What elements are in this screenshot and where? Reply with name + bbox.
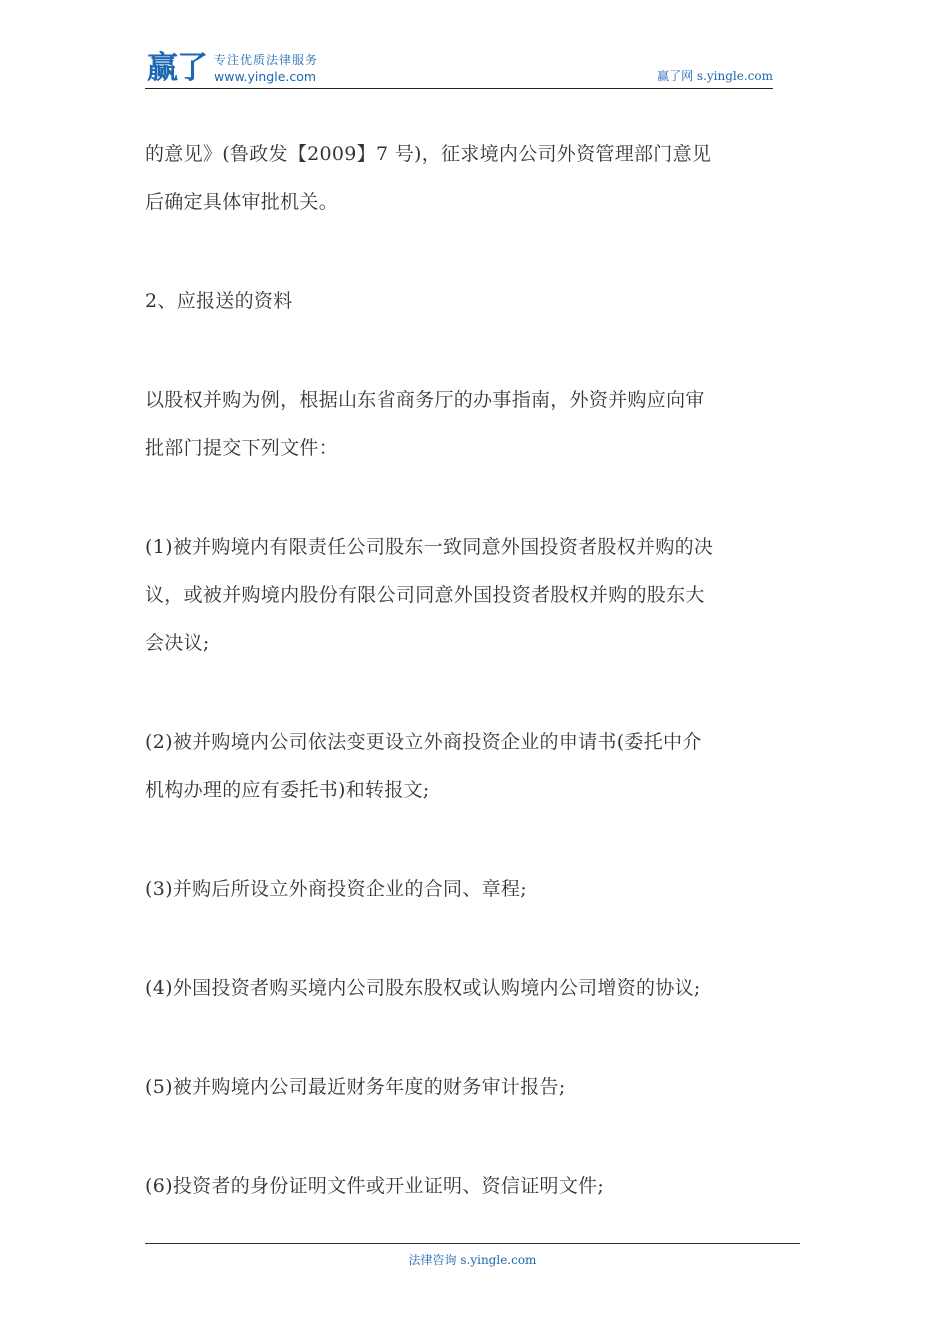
page-footer (145, 1243, 800, 1268)
footer-link[interactable]: 法律咨询 s.yingle.com (408, 1253, 537, 1267)
text-line: 议，或被并购境内股份有限公司同意外国投资者股权并购的股东大 (145, 584, 705, 606)
text-line: 以股权并购为例，根据山东省商务厅的办事指南，外资并购应向审 (145, 389, 705, 411)
list-item-6 (145, 1162, 810, 1210)
yingle-logo[interactable]: 赢了 (147, 50, 207, 86)
text-line: (6)投资者的身份证明文件或开业证明、资信证明文件; (145, 1175, 605, 1197)
list-item-3 (145, 865, 810, 913)
text-line: (4)外国投资者购买境内公司股东股权或认购境内公司增资的协议; (145, 977, 701, 999)
page-header (145, 50, 773, 89)
text-line: 的意见》(鲁政发【2009】7 号)，征求境内公司外资管理部门意见 (145, 143, 712, 165)
document-body (145, 130, 810, 1210)
text-line: (1)被并购境内有限责任公司股东一致同意外国投资者股权并购的决 (145, 536, 714, 558)
section-heading (145, 277, 810, 325)
paragraph-2 (145, 376, 810, 472)
text-line: (2)被并购境内公司依法变更设立外商投资企业的申请书(委托中介 (145, 731, 702, 753)
logo-slogan: 专注优质法律服务 (214, 53, 319, 67)
text-line: 会决议; (145, 632, 210, 654)
list-item-5 (145, 1063, 810, 1111)
list-item-1 (145, 523, 810, 667)
text-line: 2、应报送的资料 (145, 290, 293, 312)
list-item-2 (145, 718, 810, 814)
list-item-4 (145, 964, 810, 1012)
text-line: 机构办理的应有委托书)和转报文; (145, 779, 430, 801)
text-line: (3)并购后所设立外商投资企业的合同、章程; (145, 878, 527, 900)
paragraph-1 (145, 130, 810, 226)
header-site-link[interactable]: 赢了网 s.yingle.com (657, 69, 773, 83)
text-line: (5)被并购境内公司最近财务年度的财务审计报告; (145, 1076, 566, 1098)
logo-site-url[interactable]: www.yingle.com (214, 69, 317, 84)
text-line: 后确定具体审批机关。 (145, 191, 339, 213)
text-line: 批部门提交下列文件： (145, 437, 339, 459)
